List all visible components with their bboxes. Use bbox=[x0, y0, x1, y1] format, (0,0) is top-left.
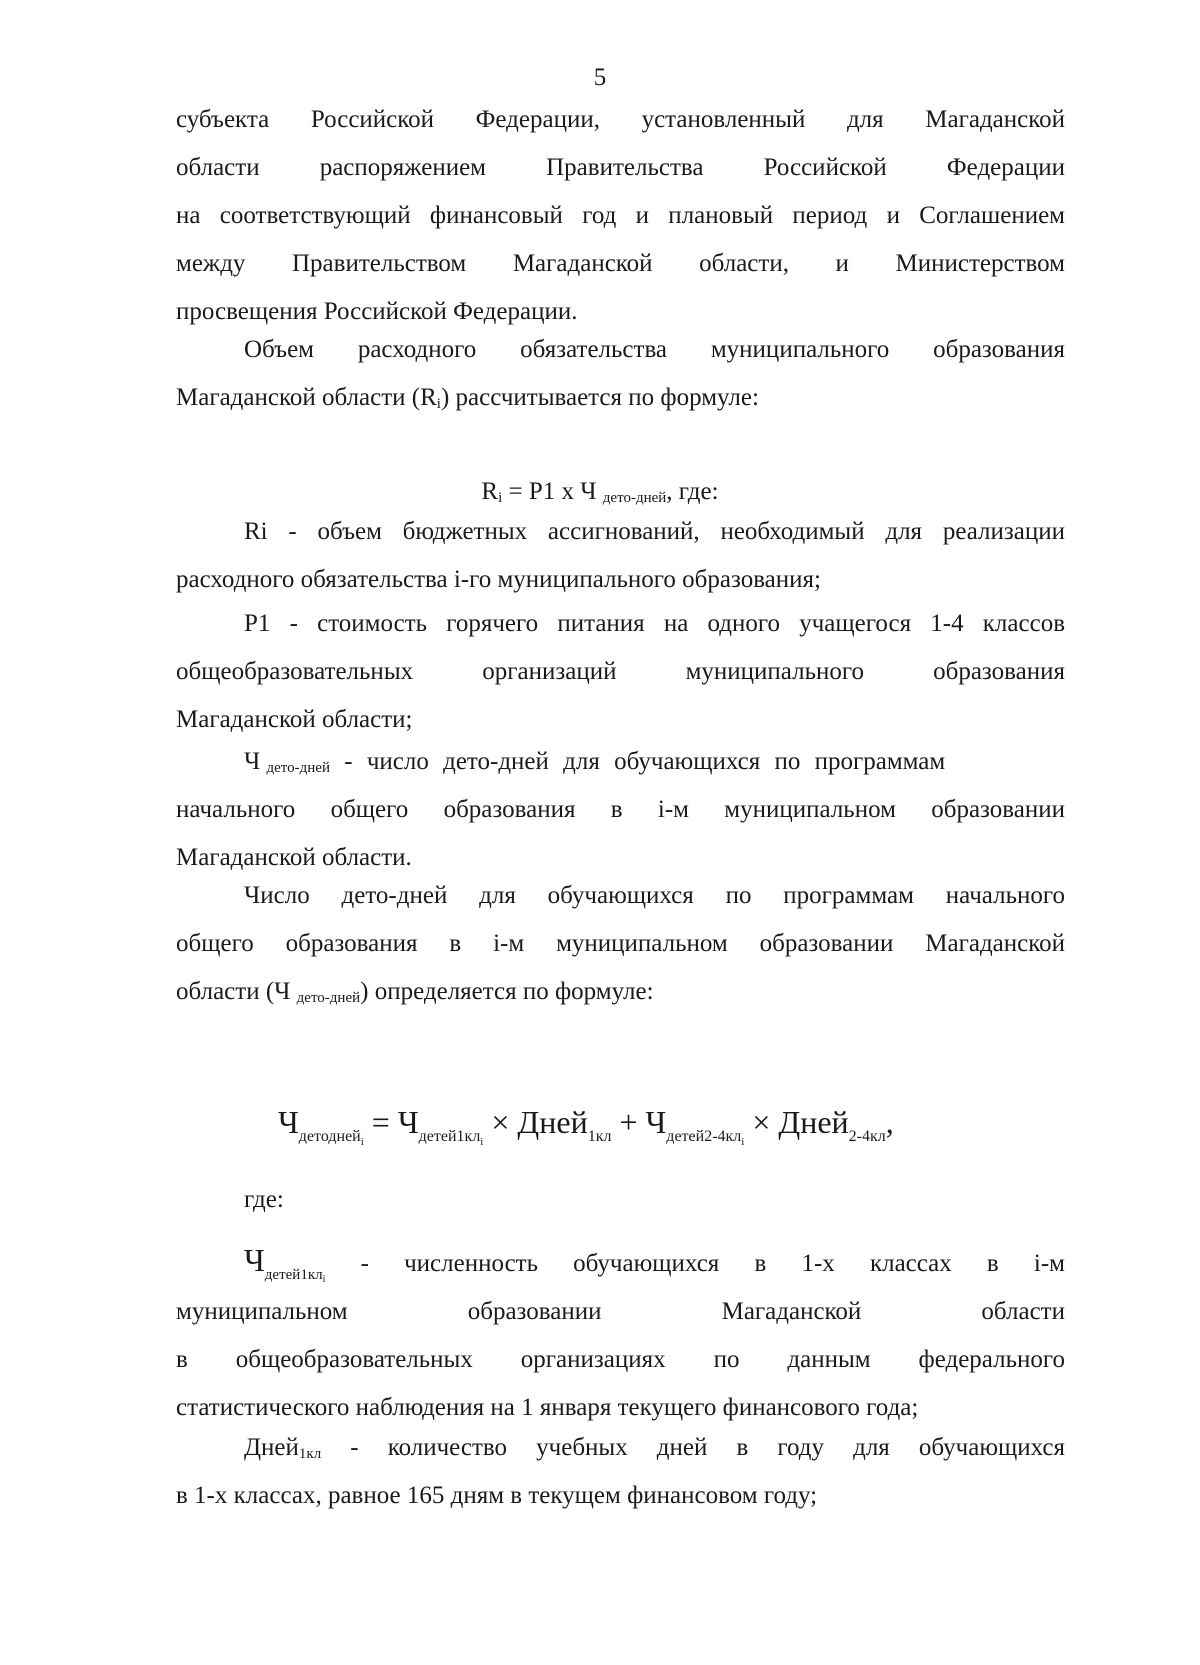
page-number: 5 bbox=[593, 64, 607, 91]
paragraph-line: Объем расходного обязательства муниципального образования bbox=[244, 336, 1065, 363]
paragraph-line: начального общего образования в i-м муниципальном образовании bbox=[176, 796, 1065, 823]
paragraph-line: субъекта Российской Федерации, установленный для Магаданской bbox=[176, 106, 1065, 133]
paragraph-line: Число дето-дней для обучающихся по программам начального bbox=[244, 882, 1065, 909]
paragraph-child-days-definition bbox=[176, 738, 1065, 882]
paragraph-line: $Ч_{детей1кл_i}$ - численность обучающихся в 1-х классах в i-м bbox=[244, 1242, 1065, 1285]
paragraph-line: общеобразовательных организаций муниципального образования bbox=[176, 658, 1065, 685]
formula-child-days: $Ч_{детодней_i} = Ч_{детей1кл_i}$ × Дней$_{1кл}$ + $Ч_{детей2-4кл_i}$ × Дней$_{2-4кл}$, bbox=[278, 1104, 894, 1148]
formula-ri: $R_i = P1$ x Ч $_{дето-дней}$, где: bbox=[481, 478, 719, 506]
paragraph-line: Ч $_{дето-дней}$ - число дето-дней для обучающихся по программам bbox=[244, 748, 946, 776]
paragraph-subject-federation bbox=[176, 96, 1065, 336]
paragraph-line: Ri - объем бюджетных ассигнований, необходимый для реализации bbox=[244, 518, 1065, 545]
paragraph-line: просвещения Российской Федерации. bbox=[176, 298, 578, 325]
paragraph-line: муниципальном образовании Магаданской области bbox=[176, 1298, 1065, 1325]
paragraph-line: общего образования в i-м муниципальном образовании Магаданской bbox=[176, 930, 1065, 957]
paragraph-child-days-formula-intro bbox=[176, 872, 1065, 1016]
paragraph-line: в 1-х классах, равное 165 дням в текущем финансовом году; bbox=[176, 1482, 818, 1509]
paragraph-line: статистического наблюдения на 1 января текущего финансового года; bbox=[176, 1394, 919, 1421]
paragraph-line: Магаданской области. bbox=[176, 844, 412, 871]
paragraph-ri-definition bbox=[176, 508, 1065, 604]
paragraph-line: области распоряжением Правительства Российской Федерации bbox=[176, 154, 1065, 181]
paragraph-line: между Правительством Магаданской области, и Министерством bbox=[176, 250, 1065, 277]
paragraph-line: Магаданской области; bbox=[176, 706, 413, 733]
paragraph-line: Дней$_{1кл}$ - количество учебных дней в году для обучающихся bbox=[244, 1434, 1065, 1462]
paragraph-first-grade-days bbox=[176, 1424, 1065, 1520]
paragraph-line: расходного обязательства i-го муниципального образования; bbox=[176, 566, 821, 593]
paragraph-line: области (Ч $_{дето-дней}$) определяется по формуле: bbox=[176, 978, 654, 1006]
paragraph-first-grade-count bbox=[176, 1236, 1065, 1432]
paragraph-line: в общеобразовательных организациях по данным федерального bbox=[176, 1346, 1065, 1373]
paragraph-line: Магаданской области $(R_i)$ рассчитывается по формуле: bbox=[176, 384, 759, 412]
paragraph-p1-definition bbox=[176, 600, 1065, 744]
paragraph-line: P1 - стоимость горячего питания на одного учащегося 1-4 классов bbox=[244, 610, 1065, 637]
paragraph-line: на соответствующий финансовый год и плановый период и Соглашением bbox=[176, 202, 1065, 229]
paragraph-obligation-volume bbox=[176, 326, 1065, 422]
where-label: где: bbox=[244, 1186, 284, 1213]
